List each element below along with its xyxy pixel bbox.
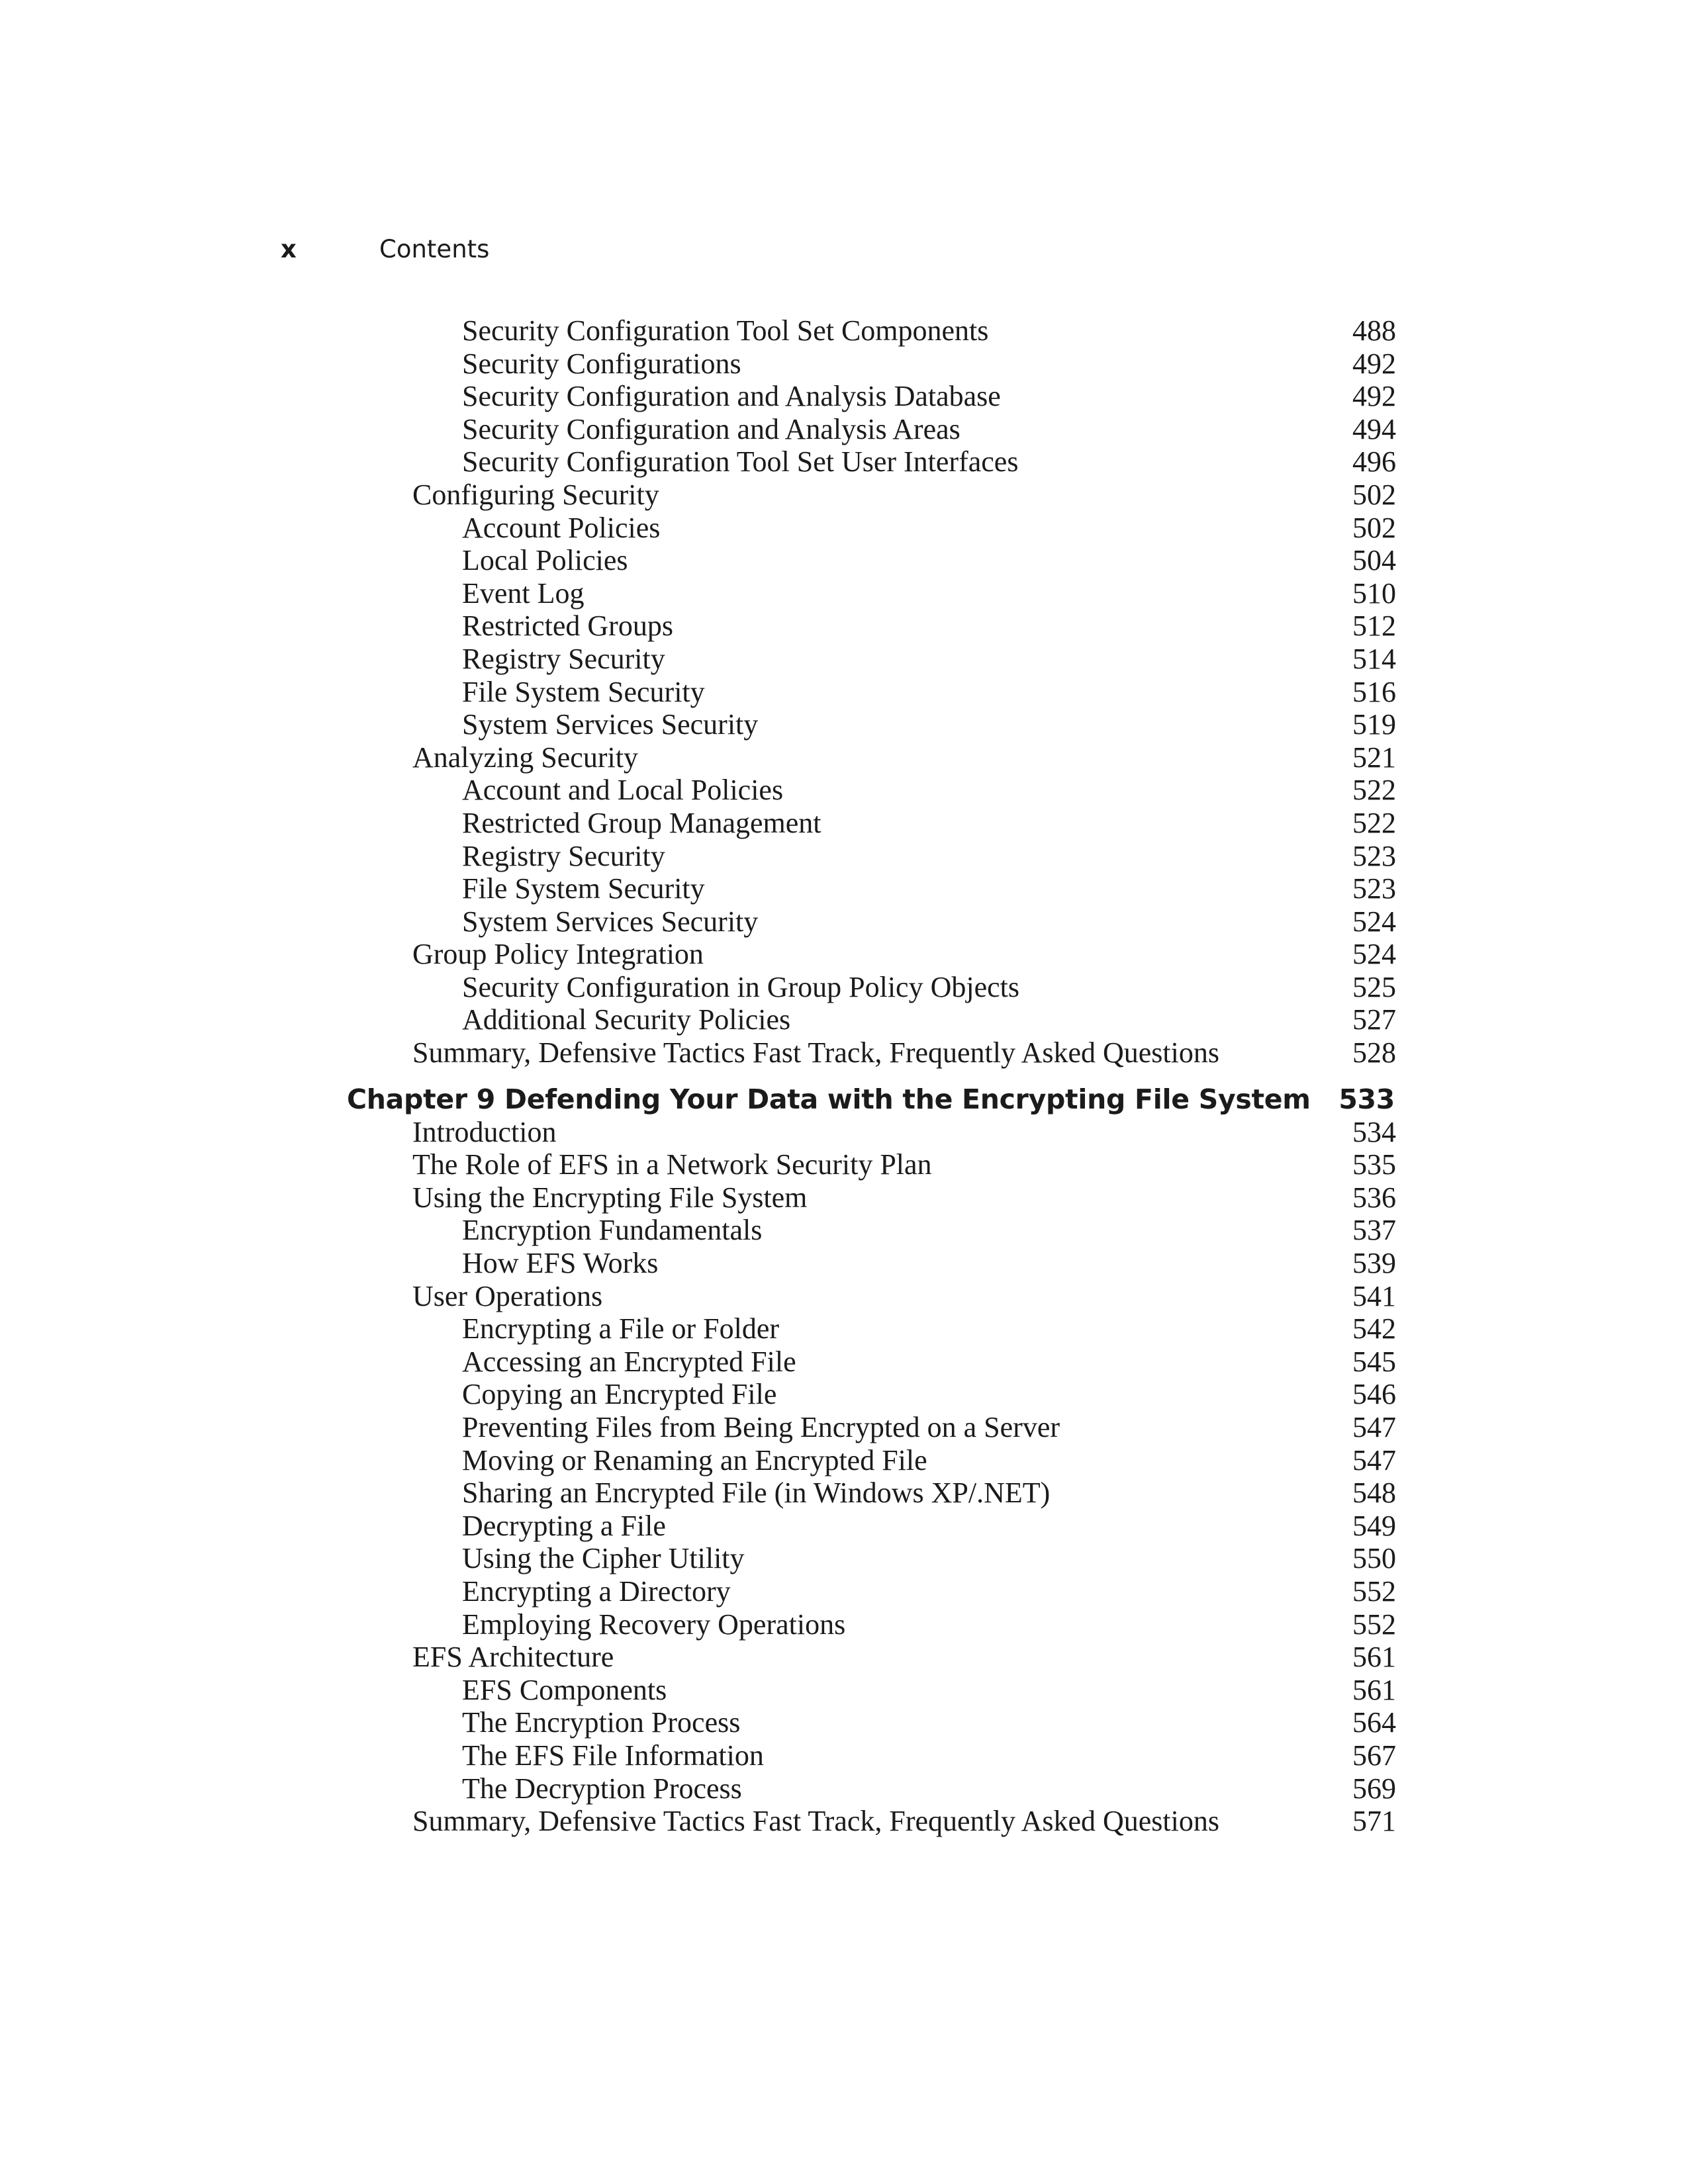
toc-entry-title: Restricted Groups [462, 610, 673, 643]
toc-entry-page-number: 547 [1352, 1411, 1396, 1443]
chapter-title: Chapter 9 Defending Your Data with the Encrypting File System [347, 1083, 1311, 1115]
toc-entry-page-number: 541 [1352, 1279, 1396, 1312]
toc-entry-page-number: 552 [1352, 1608, 1396, 1641]
toc-entry-title: File System Security [462, 675, 705, 708]
toc-entry-page-number: 502 [1352, 478, 1396, 511]
chapter-heading[interactable] [347, 1083, 1396, 1116]
toc-section-entry[interactable] [347, 1036, 1396, 1069]
toc-subsection-entry[interactable] [347, 840, 1396, 873]
toc-entry-page-number: 548 [1352, 1477, 1396, 1510]
toc-entry-page-number: 525 [1352, 970, 1396, 1003]
toc-subsection-entry[interactable] [347, 314, 1396, 347]
page-folio: x [281, 235, 297, 263]
toc-subsection-entry[interactable] [347, 971, 1396, 1004]
toc-entry-page-number: 512 [1352, 610, 1396, 643]
toc-entry-title: Security Configuration Tool Set User Interfaces [462, 445, 1019, 478]
toc-entry-title: EFS Architecture [412, 1641, 614, 1674]
toc-entry-title: Summary, Defensive Tactics Fast Track, Frequently Asked Questions [412, 1805, 1220, 1838]
toc-entry-title: Local Policies [462, 544, 628, 577]
toc-section-entry[interactable] [347, 938, 1396, 971]
toc-subsection-entry[interactable] [347, 544, 1396, 577]
toc-entry-page-number: 545 [1352, 1345, 1396, 1378]
toc-entries-after-chapter [347, 1116, 1396, 1838]
toc-entry-title: Decrypting a File [462, 1509, 666, 1542]
toc-subsection-entry[interactable] [347, 1411, 1396, 1444]
toc-entry-page-number: 519 [1352, 708, 1396, 741]
toc-entry-title: How EFS Works [462, 1247, 659, 1280]
toc-entry-page-number: 528 [1352, 1036, 1396, 1069]
toc-entry-page-number: 547 [1352, 1443, 1396, 1477]
toc-entry-title: Account Policies [462, 511, 661, 544]
toc-entry-page-number: 549 [1352, 1509, 1396, 1542]
toc-subsection-entry[interactable] [347, 347, 1396, 381]
toc-entry-page-number: 564 [1352, 1706, 1396, 1739]
toc-entry-title: Using the Encrypting File System [412, 1181, 808, 1214]
toc-subsection-entry[interactable] [347, 807, 1396, 840]
chapter-page-number: 533 [1338, 1083, 1395, 1115]
toc-subsection-entry[interactable] [347, 445, 1396, 478]
toc-entry-title: Moving or Renaming an Encrypted File [462, 1443, 927, 1477]
toc-subsection-entry[interactable] [347, 643, 1396, 676]
toc-section-entry[interactable] [347, 1181, 1396, 1214]
toc-subsection-entry[interactable] [347, 577, 1396, 610]
toc-entry-title: Additional Security Policies [462, 1003, 791, 1036]
toc-entry-page-number: 494 [1352, 412, 1396, 445]
toc-entry-page-number: 546 [1352, 1378, 1396, 1411]
toc-section-entry[interactable] [347, 1280, 1396, 1313]
toc-entry-page-number: 492 [1352, 347, 1396, 380]
toc-subsection-entry[interactable] [347, 1247, 1396, 1280]
toc-entry-page-number: 527 [1352, 1003, 1396, 1036]
toc-entry-page-number: 567 [1352, 1739, 1396, 1772]
toc-entry-title: EFS Components [462, 1673, 667, 1706]
toc-entry-page-number: 535 [1352, 1148, 1396, 1181]
toc-entry-page-number: 524 [1352, 905, 1396, 938]
toc-subsection-entry[interactable] [347, 676, 1396, 709]
toc-subsection-entry[interactable] [347, 512, 1396, 545]
toc-entry-title: Security Configurations [462, 347, 741, 380]
toc-subsection-entry[interactable] [347, 1444, 1396, 1477]
toc-section-entry[interactable] [347, 741, 1396, 774]
toc-subsection-entry[interactable] [347, 1477, 1396, 1510]
toc-entry-title: System Services Security [462, 905, 759, 938]
toc-section-entry[interactable] [347, 478, 1396, 512]
toc-entry-page-number: 514 [1352, 642, 1396, 675]
toc-subsection-entry[interactable] [347, 1674, 1396, 1707]
toc-entry-title: Copying an Encrypted File [462, 1378, 777, 1411]
toc-entries-before-chapter [347, 314, 1396, 1069]
toc-entry-title: Security Configuration and Analysis Areas [462, 412, 961, 445]
toc-subsection-entry[interactable] [347, 872, 1396, 905]
toc-entry-page-number: 516 [1352, 675, 1396, 708]
toc-entry-title: Configuring Security [412, 478, 659, 511]
toc-entry-title: The Decryption Process [462, 1772, 742, 1805]
toc-entry-title: Registry Security [462, 642, 665, 675]
toc-entry-page-number: 552 [1352, 1574, 1396, 1608]
toc-entry-title: System Services Security [462, 708, 759, 741]
toc-entry-title: Event Log [462, 576, 585, 610]
toc-entry-page-number: 522 [1352, 806, 1396, 839]
toc-entry-title: Accessing an Encrypted File [462, 1345, 796, 1378]
toc-entry-title: The EFS File Information [462, 1739, 764, 1772]
toc-entry-page-number: 539 [1352, 1247, 1396, 1280]
toc-entry-title: Security Configuration and Analysis Database [462, 380, 1001, 413]
toc-entry-page-number: 523 [1352, 839, 1396, 872]
toc-subsection-entry[interactable] [347, 610, 1396, 643]
toc-entry-page-number: 492 [1352, 380, 1396, 413]
toc-subsection-entry[interactable] [347, 1542, 1396, 1575]
table-of-contents [347, 314, 1396, 1838]
toc-subsection-entry[interactable] [347, 1608, 1396, 1641]
running-header-title: Contents [379, 235, 490, 263]
toc-subsection-entry[interactable] [347, 905, 1396, 938]
toc-entry-title: Sharing an Encrypted File (in Windows XP/.NET) [462, 1477, 1051, 1510]
toc-subsection-entry[interactable] [347, 1575, 1396, 1608]
toc-section-entry[interactable] [347, 1148, 1396, 1181]
toc-entry-title: Encryption Fundamentals [462, 1214, 763, 1247]
toc-entry-title: Summary, Defensive Tactics Fast Track, Frequently Asked Questions [412, 1036, 1220, 1069]
toc-entry-title: Introduction [412, 1115, 557, 1148]
toc-entry-page-number: 542 [1352, 1312, 1396, 1345]
toc-entry-title: The Encryption Process [462, 1706, 741, 1739]
toc-entry-page-number: 561 [1352, 1673, 1396, 1706]
toc-entry-title: User Operations [412, 1279, 603, 1312]
toc-entry-page-number: 496 [1352, 445, 1396, 478]
toc-entry-title: The Role of EFS in a Network Security Plan [412, 1148, 932, 1181]
toc-entry-page-number: 523 [1352, 872, 1396, 905]
toc-entry-title: Using the Cipher Utility [462, 1542, 745, 1575]
toc-section-entry[interactable] [347, 1805, 1396, 1838]
toc-entry-page-number: 521 [1352, 741, 1396, 774]
toc-subsection-entry[interactable] [347, 1312, 1396, 1345]
toc-subsection-entry[interactable] [347, 413, 1396, 446]
toc-entry-title: Encrypting a Directory [462, 1574, 731, 1608]
toc-entry-page-number: 504 [1352, 544, 1396, 577]
toc-entry-title: Group Policy Integration [412, 938, 704, 971]
toc-subsection-entry[interactable] [347, 1378, 1396, 1411]
toc-subsection-entry[interactable] [347, 1706, 1396, 1739]
toc-entry-page-number: 488 [1352, 314, 1396, 347]
toc-entry-title: Analyzing Security [412, 741, 638, 774]
toc-entry-page-number: 510 [1352, 576, 1396, 610]
toc-section-entry[interactable] [347, 1641, 1396, 1674]
toc-subsection-entry[interactable] [347, 708, 1396, 741]
toc-entry-title: Employing Recovery Operations [462, 1608, 846, 1641]
toc-entry-page-number: 502 [1352, 511, 1396, 544]
toc-entry-title: Restricted Group Management [462, 806, 821, 839]
toc-subsection-entry[interactable] [347, 1772, 1396, 1805]
toc-subsection-entry[interactable] [347, 774, 1396, 807]
toc-entry-title: Registry Security [462, 839, 665, 872]
toc-entry-page-number: 550 [1352, 1542, 1396, 1575]
toc-entry-page-number: 537 [1352, 1214, 1396, 1247]
toc-entry-title: Encrypting a File or Folder [462, 1312, 780, 1345]
toc-entry-title: Preventing Files from Being Encrypted on a Server [462, 1411, 1060, 1443]
toc-subsection-entry[interactable] [347, 1510, 1396, 1543]
toc-subsection-entry[interactable] [347, 1739, 1396, 1772]
toc-entry-page-number: 534 [1352, 1115, 1396, 1148]
toc-entry-page-number: 571 [1352, 1805, 1396, 1838]
toc-entry-title: Security Configuration in Group Policy Objects [462, 970, 1019, 1003]
toc-entry-page-number: 536 [1352, 1181, 1396, 1214]
toc-entry-page-number: 561 [1352, 1641, 1396, 1674]
toc-entry-page-number: 569 [1352, 1772, 1396, 1805]
toc-subsection-entry[interactable] [347, 1214, 1396, 1247]
toc-subsection-entry[interactable] [347, 1345, 1396, 1379]
toc-entry-page-number: 524 [1352, 938, 1396, 971]
toc-entry-title: Account and Local Policies [462, 774, 784, 807]
toc-entry-title: File System Security [462, 872, 705, 905]
toc-subsection-entry[interactable] [347, 380, 1396, 413]
toc-section-entry[interactable] [347, 1116, 1396, 1149]
toc-entry-title: Security Configuration Tool Set Components [462, 314, 989, 347]
toc-subsection-entry[interactable] [347, 1003, 1396, 1036]
toc-entry-page-number: 522 [1352, 774, 1396, 807]
